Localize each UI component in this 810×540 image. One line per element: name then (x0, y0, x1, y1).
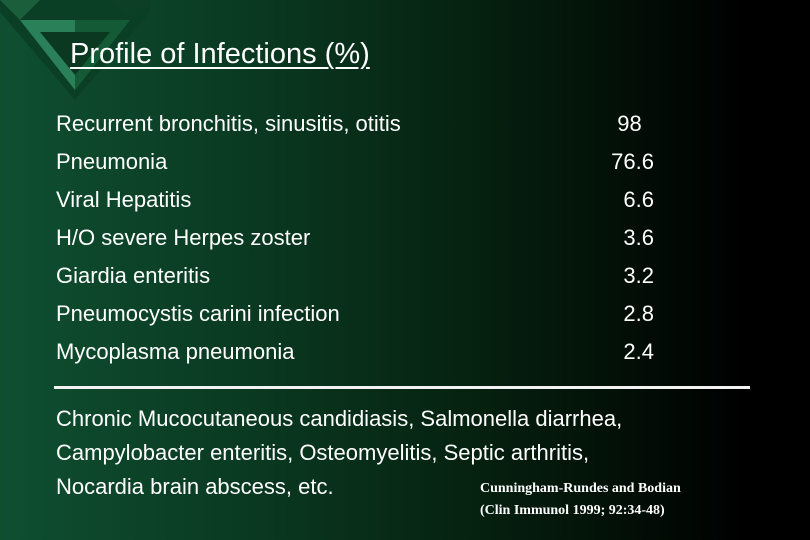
infection-name: Viral Hepatitis (56, 187, 192, 212)
table-row (56, 181, 666, 219)
other-infections-line: Campylobacter enteritis, Osteomyelitis, Septic arthritis, (56, 440, 590, 465)
table-row (56, 257, 666, 295)
table-row (56, 219, 666, 257)
infection-name: Pneumocystis carini infection (56, 301, 340, 326)
divider (54, 386, 750, 389)
citation-source: (Clin Immunol 1999; 92:34-48) (480, 503, 665, 518)
other-infections-line: Nocardia brain abscess, etc. (56, 474, 334, 499)
table-row (56, 295, 666, 333)
infection-name: Pneumonia (56, 149, 168, 174)
citation-authors: Cunningham-Rundes and Bodian (480, 481, 681, 496)
infection-percent: 76.6 (611, 149, 654, 174)
table-row (56, 143, 666, 181)
citation (480, 478, 681, 522)
infection-percent: 6.6 (623, 187, 654, 212)
other-infections-line: Chronic Mucocutaneous candidiasis, Salmonella diarrhea, (56, 406, 623, 431)
slide-title: Profile of Infections (%) (70, 38, 370, 70)
infection-percent: 98 (617, 111, 654, 136)
table-row (56, 333, 666, 371)
infection-name: H/O severe Herpes zoster (56, 225, 311, 250)
infection-percent: 2.8 (623, 301, 654, 326)
infection-name: Mycoplasma pneumonia (56, 339, 295, 364)
infection-table (56, 105, 666, 371)
infection-percent: 3.6 (623, 225, 654, 250)
table-row (56, 105, 666, 143)
infection-percent: 3.2 (623, 263, 654, 288)
infection-percent: 2.4 (623, 339, 654, 364)
infection-name: Giardia enteritis (56, 263, 211, 288)
infection-name: Recurrent bronchitis, sinusitis, otitis (56, 111, 401, 136)
